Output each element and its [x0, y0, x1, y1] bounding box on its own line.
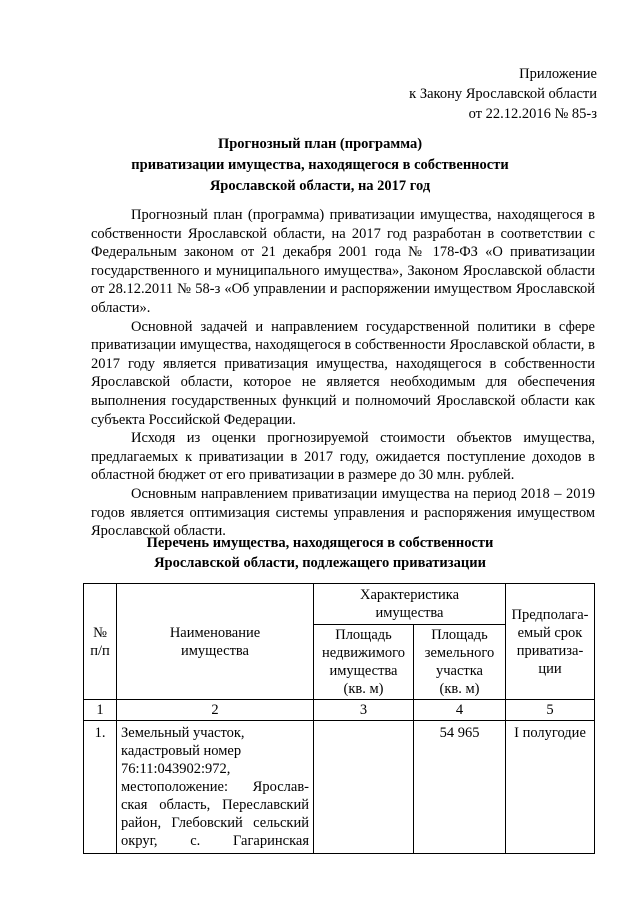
- header-text: Площадь: [335, 627, 392, 643]
- header-text: земельного: [424, 645, 495, 661]
- row-land-area: 54 965: [414, 721, 506, 854]
- row-name-line: местоположение: Ярослав-: [121, 779, 309, 795]
- header-characteristics: [314, 584, 506, 625]
- header-land-area: [414, 625, 506, 700]
- header-text: №: [93, 624, 107, 641]
- header-text: Площадь: [431, 627, 488, 643]
- row-name-line: район, Глебовский сельский: [121, 815, 309, 831]
- property-list-title-line: Ярославской области, подлежащего приватизации: [154, 555, 486, 571]
- header-text: Наименование: [169, 624, 261, 641]
- document-title-line: Ярославской области, на 2017 год: [209, 178, 431, 194]
- property-table: [83, 583, 595, 854]
- row-name-line: 76:11:043902:972,: [121, 761, 231, 777]
- header-text: Предполага-: [511, 606, 589, 623]
- header-num: [84, 584, 117, 700]
- column-number: 2: [117, 700, 314, 721]
- header-text: приватиза-: [516, 642, 584, 659]
- header-text: недвижимого: [321, 645, 406, 661]
- paragraph: Прогнозный план (программа) приватизации имущества, находящегося в собственности Ярославской области, на 2017 год разработан в соответствии с Федеральным законом от 21 декабря 2001 года № 178-ФЗ «О приватизации государственного и муниципального имущества», Законом Ярославской области от 28.12.2011 № 58-з «Об управлении и распоряжении имуществом Ярославской области».: [91, 207, 595, 316]
- column-number: 4: [414, 700, 506, 721]
- table-row: [84, 721, 595, 854]
- row-building-area: [314, 721, 414, 854]
- row-name-line: кадастровый номер: [121, 743, 242, 759]
- header-text: (кв. м): [439, 681, 480, 697]
- header-text: (кв. м): [343, 681, 384, 697]
- appendix-header: [409, 64, 597, 124]
- table-header-row: [84, 584, 595, 625]
- appendix-law-reference: к Закону Ярославской области: [409, 86, 597, 102]
- row-name-line: Земельный участок,: [121, 725, 245, 741]
- paragraph: Исходя из оценки прогнозируемой стоимости объектов имущества, предлагаемых к приватизации в 2017 году, ожидается поступление доходов в областной бюджет от его приватизации в размере до 30 млн. рублей.: [91, 430, 595, 484]
- row-term: I полугодие: [506, 721, 595, 854]
- paragraph: Основной задачей и направлением государственной политики в сфере приватизации имущества, находящегося в собственности Ярославской области, в 2017 году является приватизация имущества, находящегося в собственности Ярославской области, которое не является необходимым для обеспечения выполнения государственных функций и полномочий Ярославской области как субъекта Российской Федерации.: [91, 318, 595, 428]
- header-text: имущества: [180, 642, 249, 659]
- document-title-line: Прогнозный план (программа): [217, 136, 423, 152]
- column-number: 3: [314, 700, 414, 721]
- header-name: [117, 584, 314, 700]
- header-text: Характеристика: [359, 587, 460, 603]
- header-text: имущества: [375, 605, 444, 621]
- body-text: [91, 206, 595, 541]
- document-title-line: приватизации имущества, находящегося в собственности: [131, 157, 509, 173]
- property-list-title: [0, 533, 640, 573]
- header-text: емый срок: [517, 624, 583, 641]
- header-text: участка: [435, 663, 483, 679]
- appendix-law-date: от 22.12.2016 № 85-з: [468, 106, 597, 122]
- row-name-line: округ, с. Гагаринская: [121, 833, 309, 849]
- column-number: 1: [84, 700, 117, 721]
- row-name: [117, 721, 314, 854]
- header-building-area: [314, 625, 414, 700]
- header-text: ции: [538, 660, 562, 677]
- column-number: 5: [506, 700, 595, 721]
- header-text: имущества: [329, 663, 398, 679]
- header-text: п/п: [90, 642, 110, 659]
- row-number: 1.: [84, 721, 117, 854]
- appendix-label: Приложение: [519, 66, 597, 82]
- property-list-title-line: Перечень имущества, находящегося в собственности: [146, 535, 494, 551]
- document-title: [0, 134, 640, 197]
- column-number-row: [84, 700, 595, 721]
- paragraph: Основным направлением приватизации имущества на период 2018 – 2019 годов является оптимизация системы управления и распоряжения имуществом Ярославской области.: [91, 485, 595, 540]
- header-term: [506, 584, 595, 700]
- row-name-line: ская область, Переславский: [121, 797, 309, 813]
